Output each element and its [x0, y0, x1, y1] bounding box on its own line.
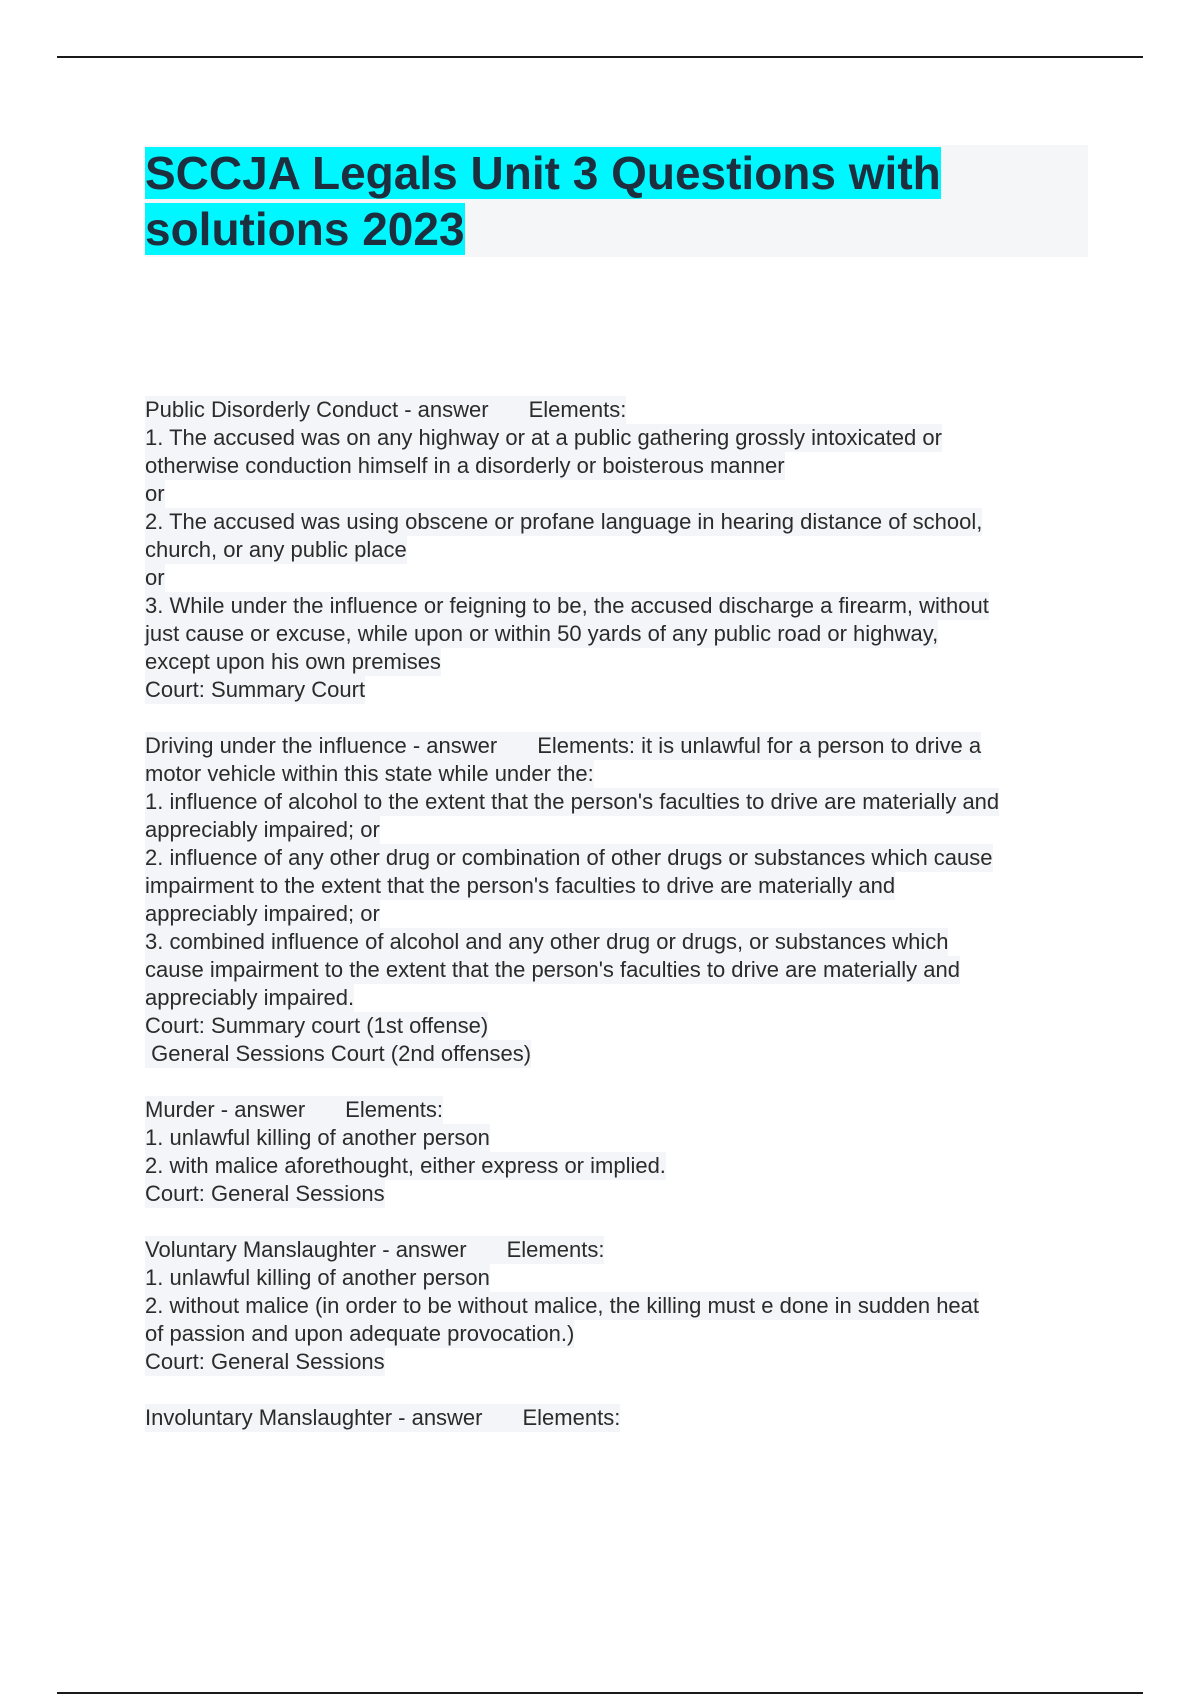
answer-line: appreciably impaired; or — [145, 817, 380, 842]
qa-heading-line — [145, 1236, 604, 1264]
qa-heading-line — [145, 396, 626, 424]
answer-first-line: Elements: — [528, 397, 627, 422]
answer-first-line: Elements: — [522, 1405, 621, 1430]
answer-line: just cause or excuse, while upon or within 50 yards of any public road or highway, — [145, 621, 939, 646]
question-term: Murder - answer — [145, 1097, 306, 1122]
answer-line: except upon his own premises — [145, 649, 441, 674]
answer-line: or — [145, 565, 165, 590]
answer-line: Court: General Sessions — [145, 1181, 385, 1206]
answer-line: 2. influence of any other drug or combination of other drugs or substances which cause — [145, 845, 993, 870]
title-line-2: solutions 2023 — [145, 203, 465, 255]
answer-line: 1. The accused was on any highway or at a public gathering grossly intoxicated or — [145, 425, 942, 450]
answer-line: Court: Summary court (1st offense) — [145, 1013, 489, 1038]
answer-line: motor vehicle within this state while under the: — [145, 761, 594, 786]
qa-entry — [145, 732, 1090, 1068]
answer-line: or — [145, 481, 165, 506]
question-term: Voluntary Manslaughter - answer — [145, 1237, 467, 1262]
answer-line: Court: General Sessions — [145, 1349, 385, 1374]
qa-entry — [145, 396, 1090, 704]
answer-line: 1. unlawful killing of another person — [145, 1265, 490, 1290]
qa-heading-line — [145, 1404, 620, 1432]
question-term: Public Disorderly Conduct - answer — [145, 397, 489, 422]
answer-line: otherwise conduction himself in a disorderly or boisterous manner — [145, 453, 785, 478]
top-rule — [57, 56, 1143, 58]
answer-first-line: Elements: it is unlawful for a person to drive a — [537, 733, 982, 758]
title-block — [145, 145, 1088, 257]
qa-heading-line — [145, 1096, 443, 1124]
qa-entry — [145, 1236, 1090, 1376]
title-line-1: SCCJA Legals Unit 3 Questions with — [145, 147, 941, 199]
answer-line: 3. combined influence of alcohol and any other drug or drugs, or substances which — [145, 929, 949, 954]
bottom-rule — [57, 1692, 1143, 1694]
answer-line: General Sessions Court (2nd offenses) — [145, 1041, 532, 1066]
page-title — [145, 145, 1088, 257]
qa-entry — [145, 1404, 1090, 1432]
answer-line: cause impairment to the extent that the person's faculties to drive are materially and — [145, 957, 960, 982]
answer-line: 2. The accused was using obscene or profane language in hearing distance of school, — [145, 509, 983, 534]
answer-line: 1. unlawful killing of another person — [145, 1125, 490, 1150]
qa-entry — [145, 1096, 1090, 1208]
answer-line: 3. While under the influence or feigning to be, the accused discharge a firearm, without — [145, 593, 989, 618]
answer-line: 1. influence of alcohol to the extent that the person's faculties to drive are materially and — [145, 789, 1000, 814]
qa-content — [145, 396, 1090, 1460]
answer-first-line: Elements: — [345, 1097, 443, 1122]
answer-line: 2. with malice aforethought, either express or implied. — [145, 1153, 666, 1178]
answer-first-line: Elements: — [506, 1237, 605, 1262]
qa-heading-line — [145, 732, 981, 760]
answer-line: of passion and upon adequate provocation.) — [145, 1321, 575, 1346]
answer-line: 2. without malice (in order to be without malice, the killing must e done in sudden heat — [145, 1293, 980, 1318]
answer-line: church, or any public place — [145, 537, 407, 562]
question-term: Involuntary Manslaughter - answer — [145, 1405, 483, 1430]
answer-line: impairment to the extent that the person's faculties to drive are materially and — [145, 873, 896, 898]
question-term: Driving under the influence - answer — [145, 733, 498, 758]
answer-line: appreciably impaired; or — [145, 901, 380, 926]
answer-line: Court: Summary Court — [145, 677, 366, 702]
answer-line: appreciably impaired. — [145, 985, 355, 1010]
